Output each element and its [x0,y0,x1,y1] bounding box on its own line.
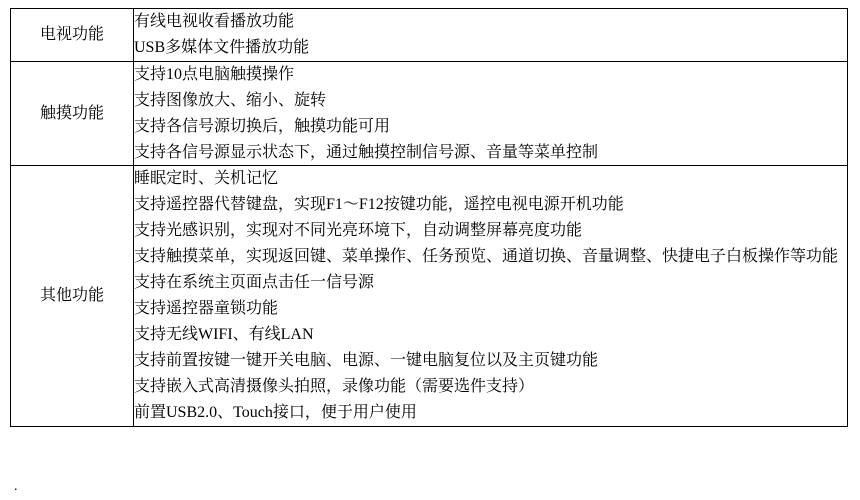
list-item: 支持遥控器代替键盘，实现F1～F12按键功能，遥控电视电源开机功能 [134,196,624,214]
category-cell: 触摸功能 [11,61,134,166]
document-page [0,8,860,500]
table-row [11,61,848,166]
footer-marker: . [14,479,18,494]
list-item: 支持各信号源切换后，触摸功能可用 [134,117,391,135]
list-item: 支持光感识别，实现对不同光亮环境下，自动调整屏幕亮度功能 [134,222,583,240]
table-row [11,9,848,62]
list-item: 支持前置按键一键开关电脑、电源、一键电脑复位以及主页键功能 [134,351,599,369]
feature-list [134,62,847,166]
list-item: USB多媒体文件播放功能 [134,38,310,56]
list-item: 支持在系统主页面点击任一信号源 [134,274,375,292]
list-item: 支持遥控器童锁功能 [134,299,279,317]
list-item: 支持图像放大、缩小、旋转 [134,91,327,109]
feature-list-cell [134,9,848,62]
list-item: 前置USB2.0、Touch接口，便于用户使用 [134,403,417,421]
list-item: 支持10点电脑触摸操作 [134,65,295,83]
table-body [11,9,848,427]
list-item: 支持触摸菜单，实现返回键、菜单操作、任务预览、通道切换、音量调整、快捷电子白板操作等功能 [134,248,839,266]
list-item: 支持无线WIFI、有线LAN [134,325,314,343]
feature-list [134,166,847,425]
category-cell: 其他功能 [11,166,134,426]
list-item: 支持嵌入式高清摄像头拍照，录像功能（需要选件支持） [134,377,535,395]
feature-list-cell [134,61,848,166]
feature-list-cell [134,166,848,426]
list-item: 睡眠定时、关机记忆 [134,170,279,188]
feature-list [134,9,847,61]
list-item: 支持各信号源显示状态下，通过触摸控制信号源、音量等菜单控制 [134,143,599,161]
category-cell: 电视功能 [11,9,134,62]
table-row [11,166,848,426]
specification-table [10,8,848,427]
list-item: 有线电视收看播放功能 [134,13,295,30]
